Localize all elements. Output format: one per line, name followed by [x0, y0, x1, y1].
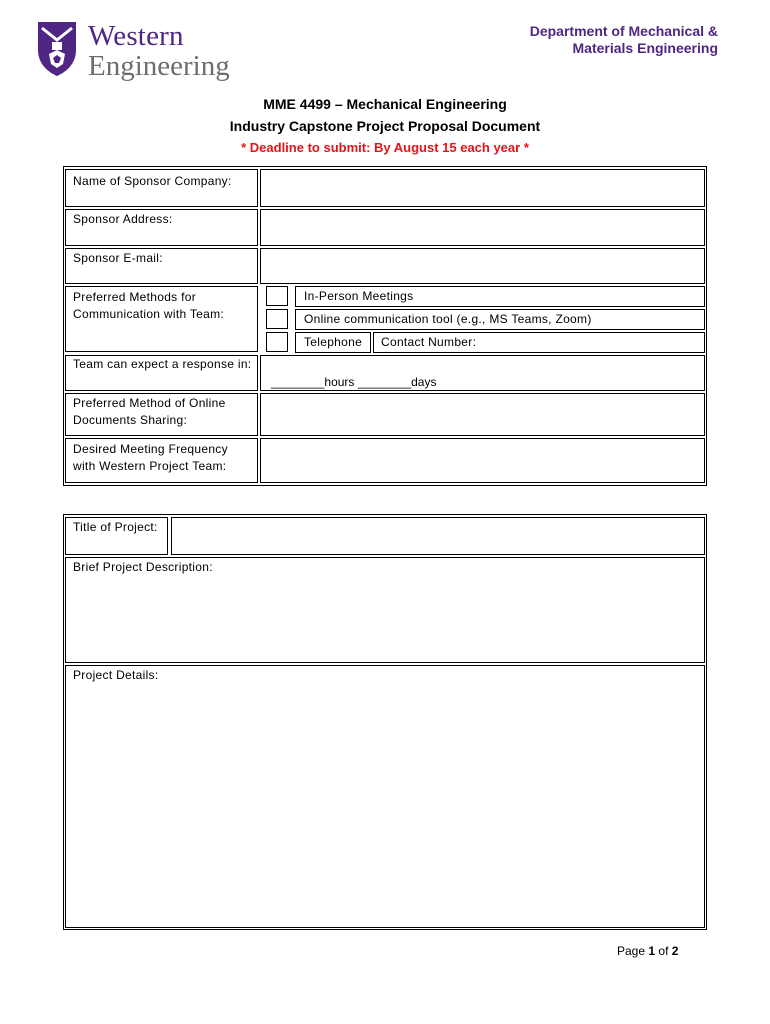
logo-engineering: Engineering	[88, 50, 230, 82]
pref-methods-line-1: Preferred Methods for	[73, 290, 197, 304]
sponsor-email-field[interactable]	[260, 248, 705, 284]
meeting-frequency-label	[73, 441, 228, 475]
logo-western: Western	[88, 20, 184, 52]
western-shield-icon	[36, 20, 78, 78]
meeting-frequency-field[interactable]	[260, 438, 705, 483]
project-details-field[interactable]	[65, 665, 705, 928]
in-person-checkbox[interactable]	[266, 286, 288, 306]
online-tool-option-label: Online communication tool (e.g., MS Teams, Zoom)	[304, 312, 592, 326]
western-engineering-logo	[36, 20, 256, 84]
sponsor-company-field[interactable]	[260, 169, 705, 207]
of-word: of	[658, 944, 669, 958]
contact-number-label: Contact Number:	[381, 335, 477, 349]
page-word: Page	[617, 944, 646, 958]
meeting-frequency-line-2: with Western Project Team:	[73, 459, 227, 473]
deadline-notice: * Deadline to submit: By August 15 each year *	[241, 140, 529, 155]
department-name	[530, 23, 718, 57]
telephone-checkbox[interactable]	[266, 332, 288, 352]
response-value: ________hours ________days	[271, 375, 437, 389]
sponsor-company-label: Name of Sponsor Company:	[73, 174, 232, 188]
response-label: Team can expect a response in:	[73, 357, 252, 371]
page-total: 2	[671, 944, 679, 958]
telephone-option-label: Telephone	[304, 335, 363, 349]
pref-methods-line-2: Communication with Team:	[73, 307, 225, 321]
sponsor-address-field[interactable]	[260, 209, 705, 246]
document-title: Industry Capstone Project Proposal Document	[229, 118, 541, 134]
project-title-field[interactable]	[171, 517, 705, 555]
course-title: MME 4499 – Mechanical Engineering	[263, 96, 507, 112]
page-current: 1	[648, 944, 656, 958]
dept-line-2: Materials Engineering	[572, 40, 718, 56]
docs-sharing-label	[73, 395, 226, 429]
project-description-label: Brief Project Description:	[73, 560, 213, 574]
dept-line-1: Department of Mechanical &	[529, 23, 718, 39]
project-title-label: Title of Project:	[73, 520, 158, 534]
sponsor-address-label: Sponsor Address:	[73, 212, 173, 226]
docs-sharing-line-1: Preferred Method of Online	[73, 396, 226, 410]
meeting-frequency-line-1: Desired Meeting Frequency	[73, 442, 228, 456]
docs-sharing-field[interactable]	[260, 393, 705, 436]
sponsor-email-label: Sponsor E-mail:	[73, 251, 163, 265]
docs-sharing-line-2: Documents Sharing:	[73, 413, 188, 427]
in-person-option-label: In-Person Meetings	[304, 289, 414, 303]
pref-methods-label	[73, 289, 224, 323]
project-details-label: Project Details:	[73, 668, 159, 682]
page-number	[617, 944, 678, 958]
online-tool-checkbox[interactable]	[266, 309, 288, 329]
